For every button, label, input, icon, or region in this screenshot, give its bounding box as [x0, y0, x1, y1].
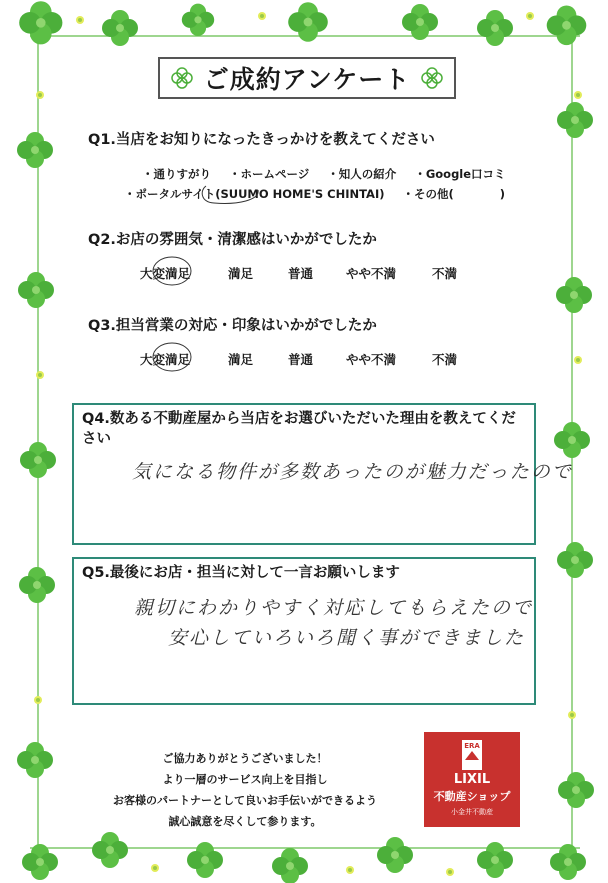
- q2-scale-option: 満足: [228, 266, 254, 281]
- q5-handwritten-answer-line1: 親切にわかりやすく対応してもらえたので: [134, 597, 534, 619]
- q3-question: Q3.担当営業の対応・印象はいかがでしたか: [88, 318, 377, 334]
- thanks-message: [100, 748, 390, 832]
- clover-icon: [170, 66, 194, 90]
- q1-question: Q1.当店をお知りになったきっかけを教えてください: [88, 132, 435, 148]
- lixil-logo: [424, 732, 520, 827]
- q4-answer-box: [72, 403, 573, 545]
- title-box: [158, 57, 456, 99]
- q1-option-other: ・その他( ): [402, 187, 506, 201]
- q3-scale-option: 普通: [288, 352, 314, 367]
- q1-options-row2: [124, 186, 519, 202]
- thanks-line: お客様のパートナーとして良いお手伝いができるよう: [113, 794, 377, 807]
- q4-handwritten-answer: 気になる物件が多数あったのが魅力だったので: [132, 461, 573, 483]
- q3-scale-option: 不満: [432, 352, 458, 367]
- q2-scale-option: 普通: [288, 266, 314, 281]
- answer-circle-mark: [150, 254, 194, 288]
- logo-sub: 不動産ショップ: [433, 790, 511, 803]
- answer-circle-mark: [150, 340, 194, 374]
- thanks-line: 誠心誠意を尽くして参ります。: [168, 815, 322, 828]
- answer-circle-mark: [198, 180, 264, 206]
- logo-brand: LIXIL: [453, 772, 491, 787]
- q4-question: Q4.数ある不動産屋から当店をお選びいただいた理由を教えてください: [82, 411, 516, 447]
- thanks-line: ご協力ありがとうございました！: [162, 752, 328, 765]
- clover-icon: [420, 66, 444, 90]
- q2-scale-option: やや不満: [346, 266, 397, 281]
- q5-question: Q5.最後にお店・担当に対して一言お願いします: [82, 565, 400, 581]
- q3-scale-option: 満足: [228, 352, 254, 367]
- q3-scale-option: 大変満足: [140, 352, 191, 367]
- era-badge-icon: ERA: [462, 740, 482, 770]
- q1-option-portal: ・ポータルサイト(SUUMO HOME'S CHINTAI): [124, 187, 385, 201]
- q5-handwritten-answer-line2: 安心していろいろ聞く事ができました: [168, 627, 526, 649]
- q2-scale-option: 大変満足: [140, 266, 191, 281]
- q3-scale-option: やや不満: [346, 352, 397, 367]
- q1-option: ・通りすがり: [142, 167, 211, 181]
- q2-question: Q2.お店の雰囲気・清潔感はいかがでしたか: [88, 232, 377, 248]
- q5-answer-box: [72, 557, 536, 705]
- page-title: ご成約アンケート: [203, 65, 411, 94]
- q2-scale-option: 不満: [432, 266, 458, 281]
- q1-option: ・Google口コミ: [414, 167, 506, 181]
- logo-store: 小金井不動産: [451, 808, 493, 816]
- thanks-line: より一層のサービス向上を目指し: [162, 773, 328, 786]
- q1-option: ・ホームページ: [229, 167, 310, 181]
- q1-option: ・知人の紹介: [327, 167, 397, 181]
